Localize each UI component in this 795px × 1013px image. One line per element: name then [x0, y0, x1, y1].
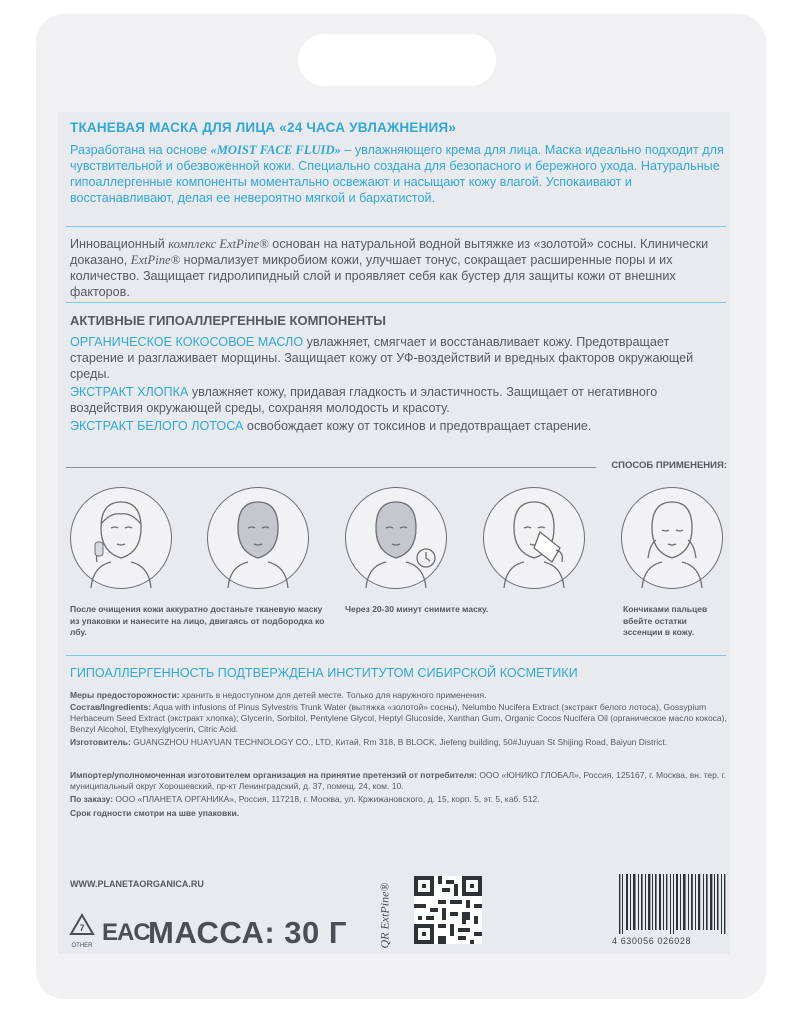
barcode-number: 4 630056 026028	[612, 936, 692, 946]
component-coconut: ОРГАНИЧЕСКОЕ КОКОСОВОЕ МАСЛО увлажняет, смягчает и восстанавливает кожу. Предотвращает старение и разглаживает морщины. Защищает кожу от УФ-воздействий и вредных факторов окружающей среды.	[70, 335, 694, 381]
hypoallergenic-note: ГИПОАЛЛЕРГЕННОСТЬ ПОДТВЕРЖДЕНА ИНСТИТУТОМ СИБИРСКОЙ КОСМЕТИКИ	[70, 666, 578, 680]
component-cotton: ЭКСТРАКТ ХЛОПКА увлажняет кожу, придавая гладкость и эластичность. Защищает от негативного воздействия окружающей среды, сохраняя молодость и красоту.	[70, 385, 658, 415]
order-by: По заказу: ООО «ПЛАНЕТА ОРГАНИКА», Россия, 117218, г. Москва, ул. Кржижановского, д. 15, корп. 5, эт. 5, каб. 512.	[70, 794, 540, 804]
intro-paragraph: Разработана на основе «MOIST FACE FLUID» – увлажняющего крема для лица. Маска идеально подходит для чувствительной и обезвоженной кожи. Специально создана для безопасного и бережного ухода. Натуральные гипоаллергенные компоненты моментально освежают и насыщают кожу влагой. Успокаивают и восстанавливают, делая ее невероятно мягкой и бархатистой.	[70, 143, 724, 205]
svg-text:7: 7	[79, 923, 85, 933]
ingredients: Состав/Ingredients: Aqua with infusions of Pinus Sylvestris Trunk Water (вытяжка «золотой» сосны), Nelumbo Nucifera Extract (экстракт белого лотоса), Gossypium Herbaceum Seed Extract (экстракт хлопка); Glycerin, Sorbitol, Pentylene Glycol, Heptyl Glucoside, Xanthan Gum, Organic Cocos Nucifera Oil (органическое масло кокоса), Benzyl Alcohol, Etylhexylglycerin, Citric Acid.	[70, 702, 727, 734]
step-3-icon	[345, 487, 447, 589]
step-caption-3: Кончиками пальцев вбейте остатки эссенции в кожу.	[623, 604, 708, 637]
complex-paragraph: Инновационный комплекс ExtPine® основан на натуральной водной вытяжке из «золотой» сосны. Клинически доказано, ExtPine® нормализует микробиом кожи, улучшает тонус, сокращает расширенные поры и их количество. Защищает гидролипидный слой и проявляет себя как бустер для защиты кожи от внешних факторов.	[70, 237, 709, 299]
step-5-icon	[621, 487, 723, 589]
divider-3	[66, 655, 726, 656]
qr-label: QR ExtPine®	[377, 882, 392, 949]
shelf-life: Срок годности смотри на шве упаковки.	[70, 808, 240, 818]
importer: Импортер/уполномоченная изготовителем организация на принятие претензий от потребителя: ООО «ЮНИКО ГЛОБАЛ», Россия, 125167, г. Москва, вн. тер. г. муниципальный округ Хорошевский, пр-кт Ленинградский, д. 37, помещ. 24, ком. 10.	[70, 770, 727, 791]
qr-code-icon	[414, 876, 482, 944]
website-url: WWW.PLANETAORGANICA.RU	[70, 879, 204, 889]
hang-hole	[298, 34, 496, 86]
divider-2	[66, 302, 726, 303]
components-header: АКТИВНЫЕ ГИПОАЛЛЕРГЕННЫЕ КОМПОНЕНТЫ	[70, 313, 386, 328]
step-4-icon	[483, 487, 585, 589]
net-weight: МАССА: 30 Г	[148, 915, 347, 950]
manufacturer: Изготовитель: GUANGZHOU HUAYUAN TECHNOLOGY CO., LTD, Китай, Rm 318, B BLOCK, Jiefeng building, 50#Juyuan St Shijing Road, Baiyun District.	[70, 737, 668, 747]
step-caption-1: После очищения кожи аккуратно достаньте тканевую маску из упаковки и нанесите на лицо, двигаясь от подбородка ко лбу.	[70, 604, 325, 637]
moist-fluid-brand: «MOIST FACE FLUID»	[210, 143, 341, 157]
eac-mark: EAC	[102, 919, 150, 946]
precautions: Меры предосторожности: хранить в недоступном для детей месте. Только для наружного применения.	[70, 690, 487, 700]
step-caption-2: Через 20-30 минут снимите маску.	[345, 604, 489, 614]
usage-title: СПОСОБ ПРИМЕНЕНИЯ:	[611, 460, 727, 471]
product-title: ТКАНЕВАЯ МАСКА ДЛЯ ЛИЦА «24 ЧАСА УВЛАЖНЕНИЯ»	[70, 120, 457, 135]
step-1-icon	[70, 487, 172, 589]
usage-divider	[66, 467, 596, 468]
step-2-icon	[207, 487, 309, 589]
barcode-icon	[617, 874, 727, 934]
divider-1	[66, 226, 726, 227]
component-lotus: ЭКСТРАКТ БЕЛОГО ЛОТОСА освобождает кожу от токсинов и предотвращает старение.	[70, 419, 592, 433]
recycle-icon: 7 OTHER	[68, 912, 96, 950]
